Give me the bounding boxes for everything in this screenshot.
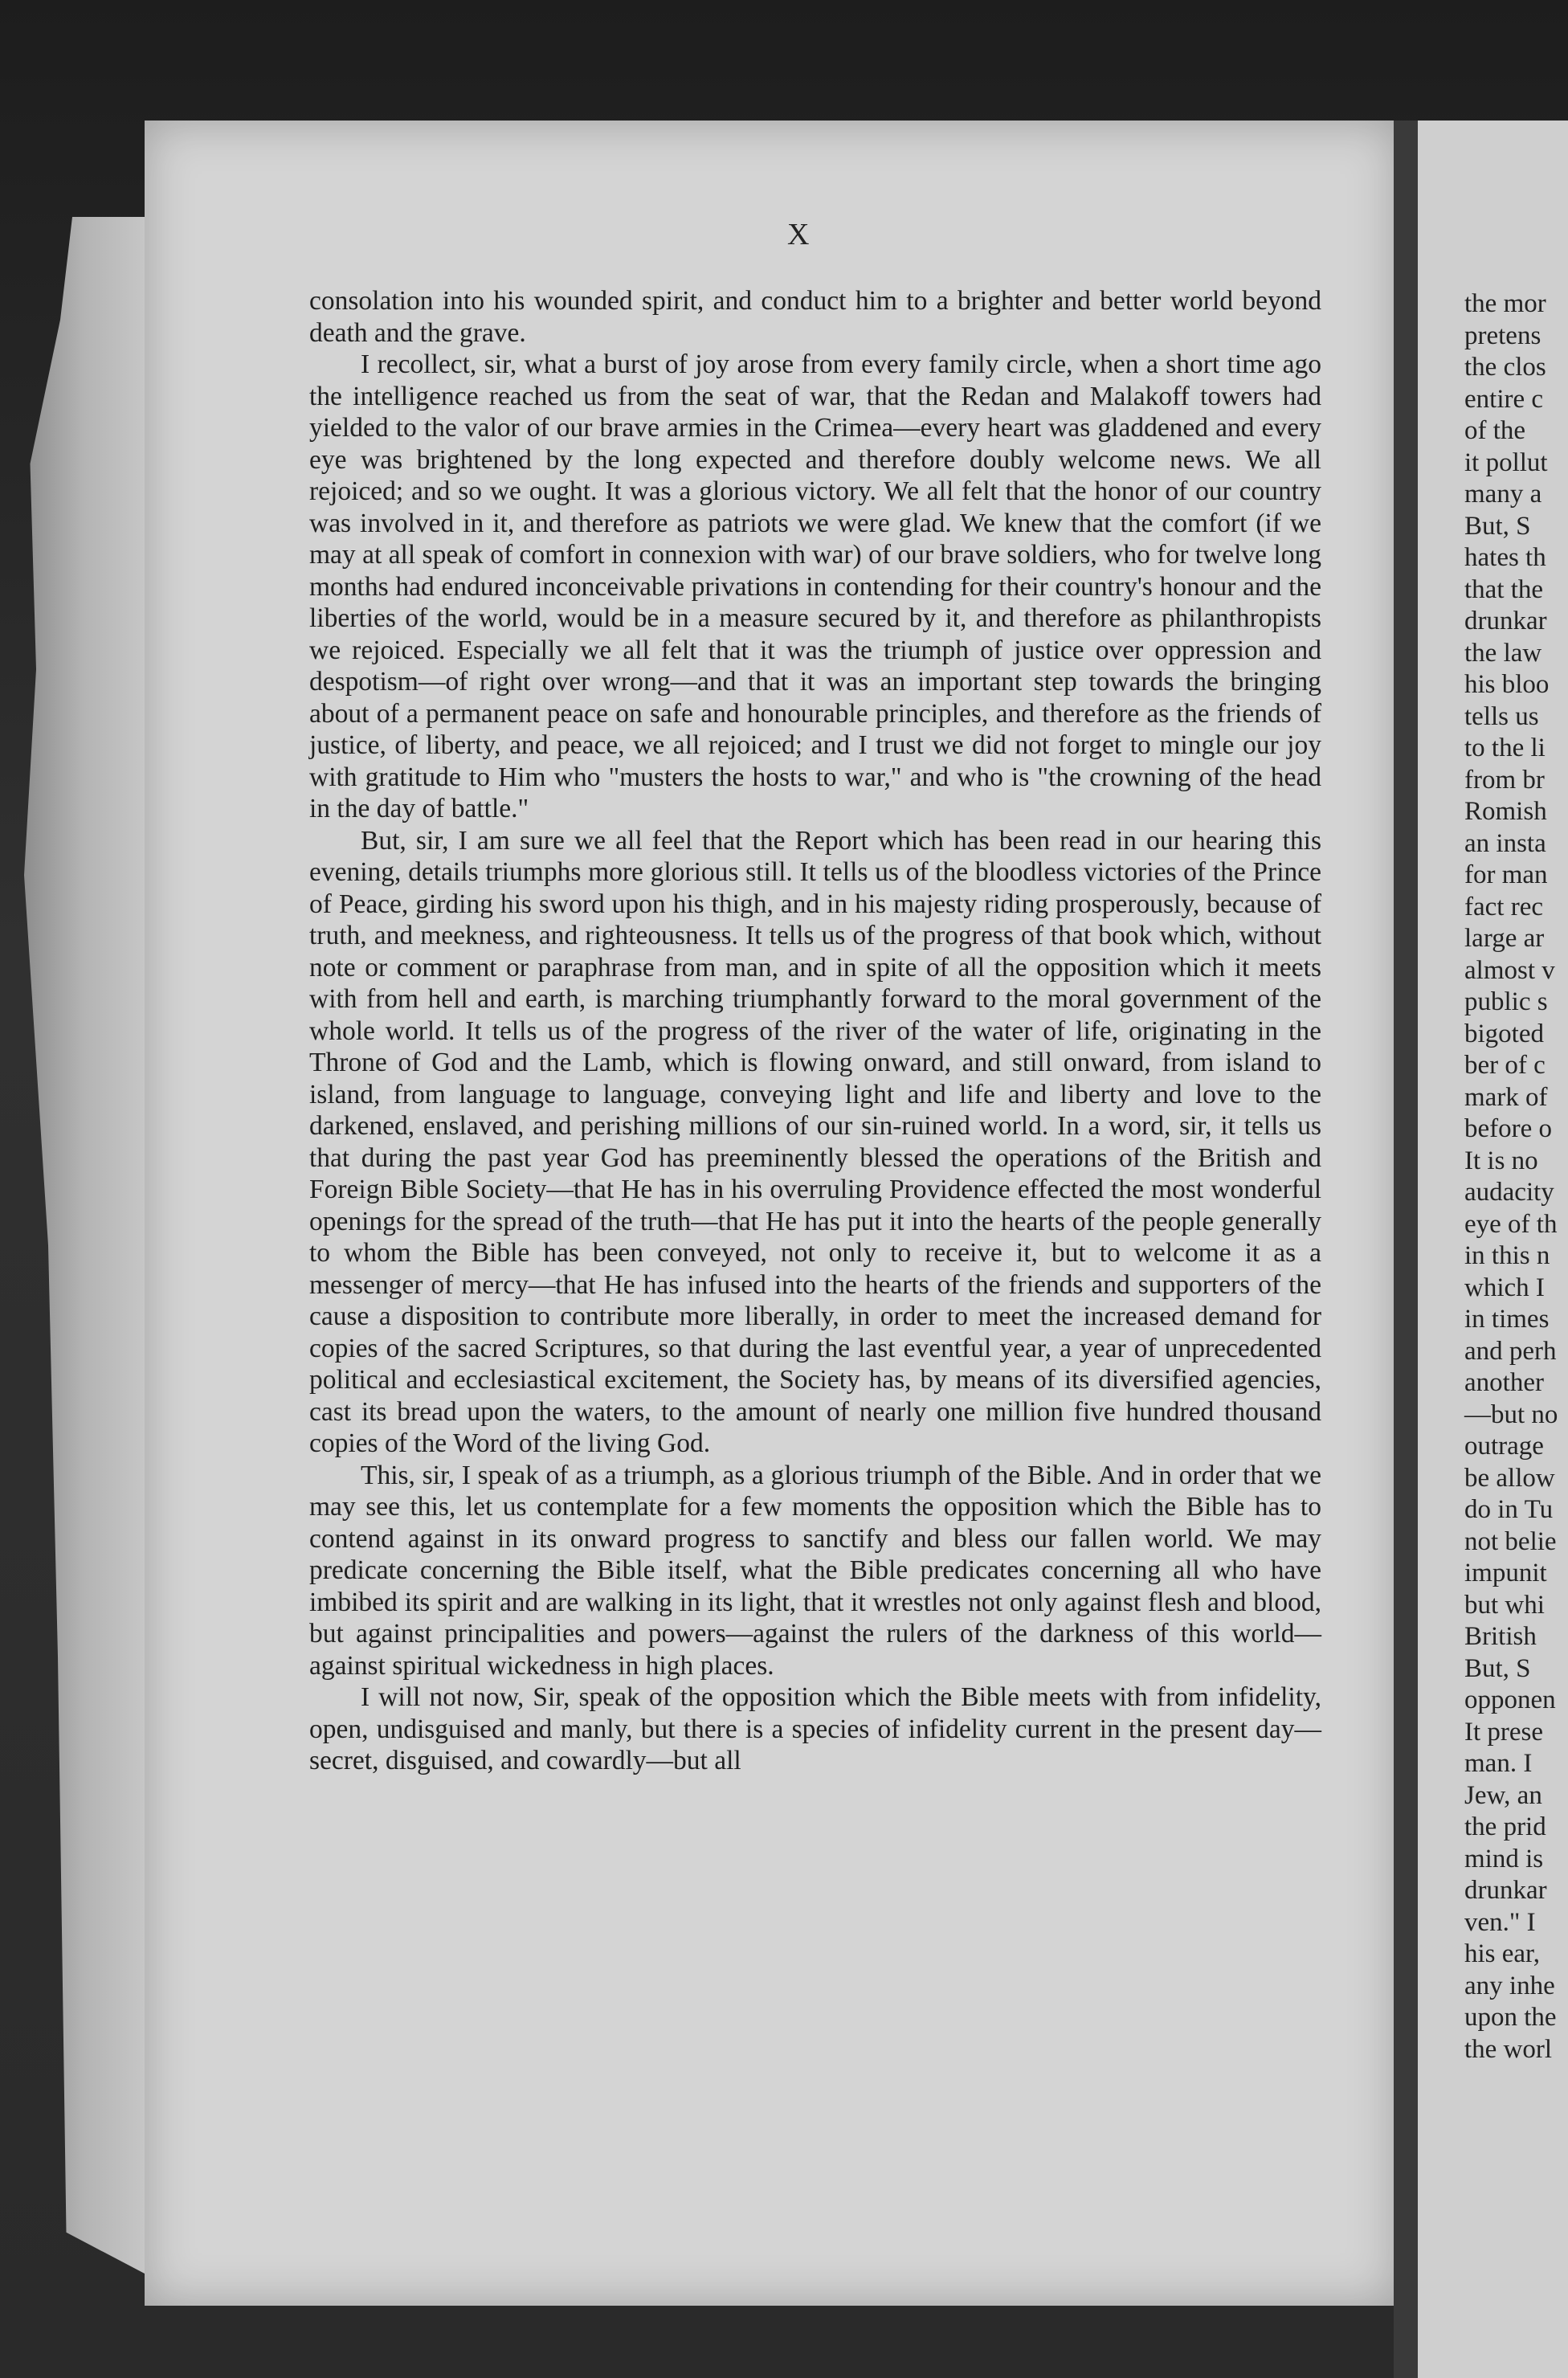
right-column-line: his ear, (1464, 1939, 1540, 1968)
paragraph-4: This, sir, I speak of as a triumph, as a glorious triumph of the Bible. And in order that we may see this, let us contemplate for a few moments the opposition which the Bible has to contend against in its onward progress to sanctify and bless our fallen world. We may predicate concerning the Bible itself, what the Bible predicates concerning all who have imbibed its spirit and are walking in its light, that it wrestles not only against flesh and blood, but against principalities and powers—against the rulers of the darkness of this world—against spiritual wickedness in high places. (309, 1460, 1321, 1681)
right-column-line: the clos (1464, 353, 1546, 382)
right-column-line: and perh (1464, 1336, 1557, 1366)
right-column-line: public s (1464, 987, 1548, 1016)
right-column-line: pretens (1464, 321, 1541, 350)
right-column-line: large ar (1464, 924, 1545, 953)
paragraph-5: I will not now, Sir, speak of the opposition which the Bible meets with from infidelity, open, undisguised and manly, but there is a species of infidelity current in the present day—secret, disguised, and cowardly—but all (309, 1682, 1321, 1775)
right-column-line: It prese (1464, 1717, 1544, 1747)
right-column-line: the mor (1464, 289, 1546, 318)
right-column-line: the worl (1464, 2034, 1553, 2064)
right-column-line: eye of th (1464, 1209, 1558, 1239)
right-column-line: the prid (1464, 1812, 1546, 1841)
right-column-line: any inhe (1464, 1971, 1555, 2000)
right-column-line: entire c (1464, 384, 1544, 414)
right-column-line: But, S (1464, 511, 1531, 541)
right-column-line: tells us (1464, 701, 1539, 731)
right-column-line: drunkar (1464, 607, 1547, 635)
right-column-line: his bloo (1464, 670, 1550, 699)
right-column-line: an insta (1464, 828, 1546, 858)
right-column-line: not belie (1464, 1526, 1557, 1556)
right-column-line: ven." I (1464, 1907, 1536, 1937)
right-column-line: in this n (1464, 1241, 1550, 1270)
right-column-line: But, S (1464, 1653, 1531, 1683)
right-column-line: outrage (1464, 1432, 1544, 1461)
paragraph-1: consolation into his wounded spirit, and conduct him to a brighter and better world beyond death and the grave. (309, 286, 1321, 348)
right-column-line: Jew, an (1464, 1780, 1542, 1810)
right-column-line: many a (1464, 480, 1542, 509)
right-column-line: It is no (1464, 1146, 1538, 1175)
right-column-line: that the (1464, 574, 1544, 604)
paragraph-2: I recollect, sir, what a burst of joy arose from every family circle, when a short time ago the intelligence reached us from the seat of war, that the Redan and Malakoff towers had yielded to the valor of our brave armies in the Crimea—every heart was gladdened and every eye was brightened by the long expected and therefore doubly welcome news. We all rejoiced; and so we ought. It was a glorious victory. We all felt that the honor of our country was involved in it, and therefore as patriots we were glad. We knew that the comfort (if we may at all speak of comfort in connexion with war) of our brave soldiers, who for twelve long months had endured inconceivable privations in contending for their country's honour and the liberties of the world, would be in a measure secured by it, and therefore as philanthropists we rejoiced. Especially we all felt that it was the triumph of justice over oppression and despotism—of right over wrong—and that it was an important step towards the bringing about of a permanent peace on safe and honourable principles, and therefore as the friends of justice, of liberty, and peace, we all rejoiced; and I trust we did not forget to mingle our joy with gratitude to Him who "musters the hosts to war," and who is "the crowning of the head in the day of battle." (309, 349, 1321, 823)
paragraph-3: But, sir, I am sure we all feel that the Report which has been read in our hearing this evening, details triumphs more glorious still. It tells us of the bloodless victories of the Prince of Peace, girding his sword upon his thigh, and in his majesty riding prosperously, because of truth, and meekness, and righteousness. It tells us of the progress of that book which, without note or comment or paraphrase from man, and in spite of all the opposition which it meets with from hell and earth, is marching triumphantly forward to the moral government of the whole world. It tells us of the progress of the river of the water of life, originating in the Throne of God and the Lamb, which is flowing onward, and still onward, from island to island, from language to language, conveying light and life and liberty and love to the darkened, enslaved, and perishing millions of our sin-ruined world. In a word, sir, it tells us that during the past year God has preeminently blessed the operations of the British and Foreign Bible Society—that He has in his overruling Providence effected the most wonderful openings for the spread of the truth—that He has put it into the hearts of the people generally to whom the Bible has been conveyed, not only to receive it, but to welcome it as a messenger of mercy—that He has infused into the hearts of the friends and supporters of the cause a disposition to contribute more liberally, in order to meet the increased demand for copies of the sacred Scriptures, so that during the last eventful year, a year of unprecedented political and ecclesiastical excitement, the Society has, by means of its diversified agencies, cast its bread upon the waters, to the amount of nearly one million five hundred thousand copies of the Word of the living God. (309, 825, 1321, 1458)
right-column-line: fact rec (1464, 892, 1543, 921)
right-column-line: but whi (1464, 1590, 1545, 1620)
right-column-line: opponen (1464, 1685, 1556, 1714)
right-column-line: to the li (1464, 733, 1546, 762)
right-column-line: hates th (1464, 543, 1546, 572)
right-column-line: the law (1464, 638, 1542, 668)
right-column-line: of the (1464, 416, 1526, 445)
right-column-line: British (1464, 1622, 1537, 1651)
right-column-line: in times (1464, 1305, 1550, 1334)
page-body-text (309, 285, 1321, 1777)
right-column-line: be allow (1464, 1463, 1555, 1493)
book-spine (1394, 121, 1418, 2378)
right-column-line: ber of c (1464, 1051, 1546, 1080)
right-column-line: mind is (1464, 1844, 1544, 1873)
right-column-line: which I (1464, 1273, 1545, 1302)
right-column-line: another (1464, 1368, 1544, 1397)
right-column-line: —but no (1464, 1399, 1558, 1429)
right-column-line: audacity (1464, 1178, 1554, 1207)
right-column-line: upon the (1464, 2003, 1557, 2032)
right-column-line: do in Tu (1464, 1495, 1554, 1524)
right-column-line: Romish (1464, 797, 1547, 826)
right-column-line: before o (1464, 1114, 1553, 1143)
right-column-line: from br (1464, 765, 1545, 795)
right-column-line: for man (1464, 860, 1548, 889)
right-column-line: it pollut (1464, 447, 1548, 477)
right-column-line: impunit (1464, 1559, 1547, 1587)
right-column-line: man. I (1464, 1749, 1533, 1778)
page-number: X (787, 218, 810, 251)
right-column-line: bigoted (1464, 1019, 1544, 1048)
right-column-line: mark of (1464, 1082, 1548, 1112)
right-column-line: almost v (1464, 955, 1555, 985)
right-column-line: drunkar (1464, 1876, 1547, 1905)
